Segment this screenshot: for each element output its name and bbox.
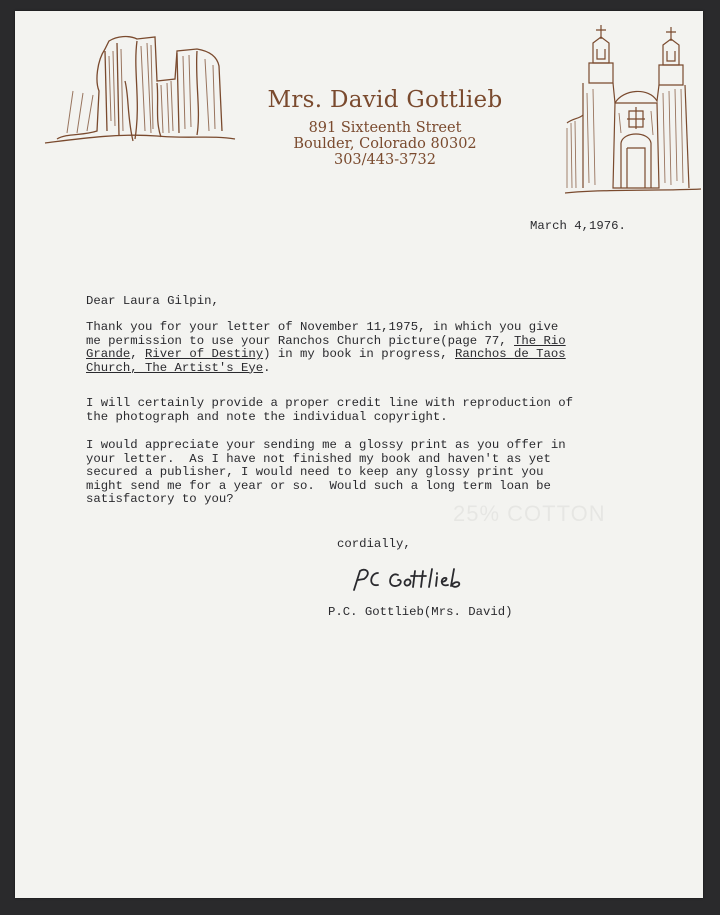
p3-line: secured a publisher, I would need to keep any glossy print you (86, 465, 544, 480)
church-illustration (563, 23, 703, 203)
paragraph-credit (86, 397, 573, 424)
project-title-part: Church, The Artist's Eye (86, 360, 264, 375)
handwritten-signature (348, 565, 468, 595)
paper-watermark: 25% COTTON (453, 501, 606, 526)
adobe-building-illustration (37, 21, 237, 171)
letter-sheet (15, 11, 703, 898)
project-title-part: Ranchos de Taos (455, 347, 566, 362)
typed-signature-name: P.C. Gottlieb(Mrs. David) (328, 605, 513, 619)
p3-line: I would appreciate your sending me a glossy print as you offer in (86, 438, 566, 452)
book-title-part: Grande (86, 347, 131, 362)
salutation: Dear Laura Gilpin, (86, 294, 219, 308)
p3-line: might send me for a year or so. Would such a long term loan be (86, 478, 551, 493)
letterhead-name: Mrs. David Gottlieb (267, 87, 503, 113)
letterhead (15, 11, 703, 211)
letterhead-city: Boulder, Colorado 80302 (293, 136, 477, 152)
p1-line: me permission to use your Ranchos Church picture(page 77, (86, 333, 515, 348)
letterhead-text (245, 87, 525, 168)
p2-line: the photograph and note the individual copyright. (86, 409, 448, 424)
p1-separator: , (130, 347, 146, 362)
letter-date: March 4,1976. (530, 219, 626, 233)
p1-line: ) in my book in progress, (263, 347, 455, 362)
book-subtitle: River of Destiny (145, 347, 264, 362)
paragraph-request (86, 439, 566, 507)
letterhead-phone: 303/443-3732 (333, 152, 437, 168)
p2-line: I will certainly provide a proper credit line with reproduction of (86, 396, 574, 410)
p3-line: satisfactory to you? (86, 492, 234, 507)
letterhead-street: 891 Sixteenth Street (308, 120, 462, 136)
closing: cordially, (337, 537, 411, 551)
p1-end: . (263, 360, 271, 375)
paragraph-permission (86, 321, 566, 375)
p1-line: Thank you for your letter of November 11,1975, in which you give (86, 320, 559, 334)
book-title-part: The Rio (514, 333, 566, 348)
p3-line: your letter. As I have not finished my book and haven't as yet (86, 451, 551, 466)
